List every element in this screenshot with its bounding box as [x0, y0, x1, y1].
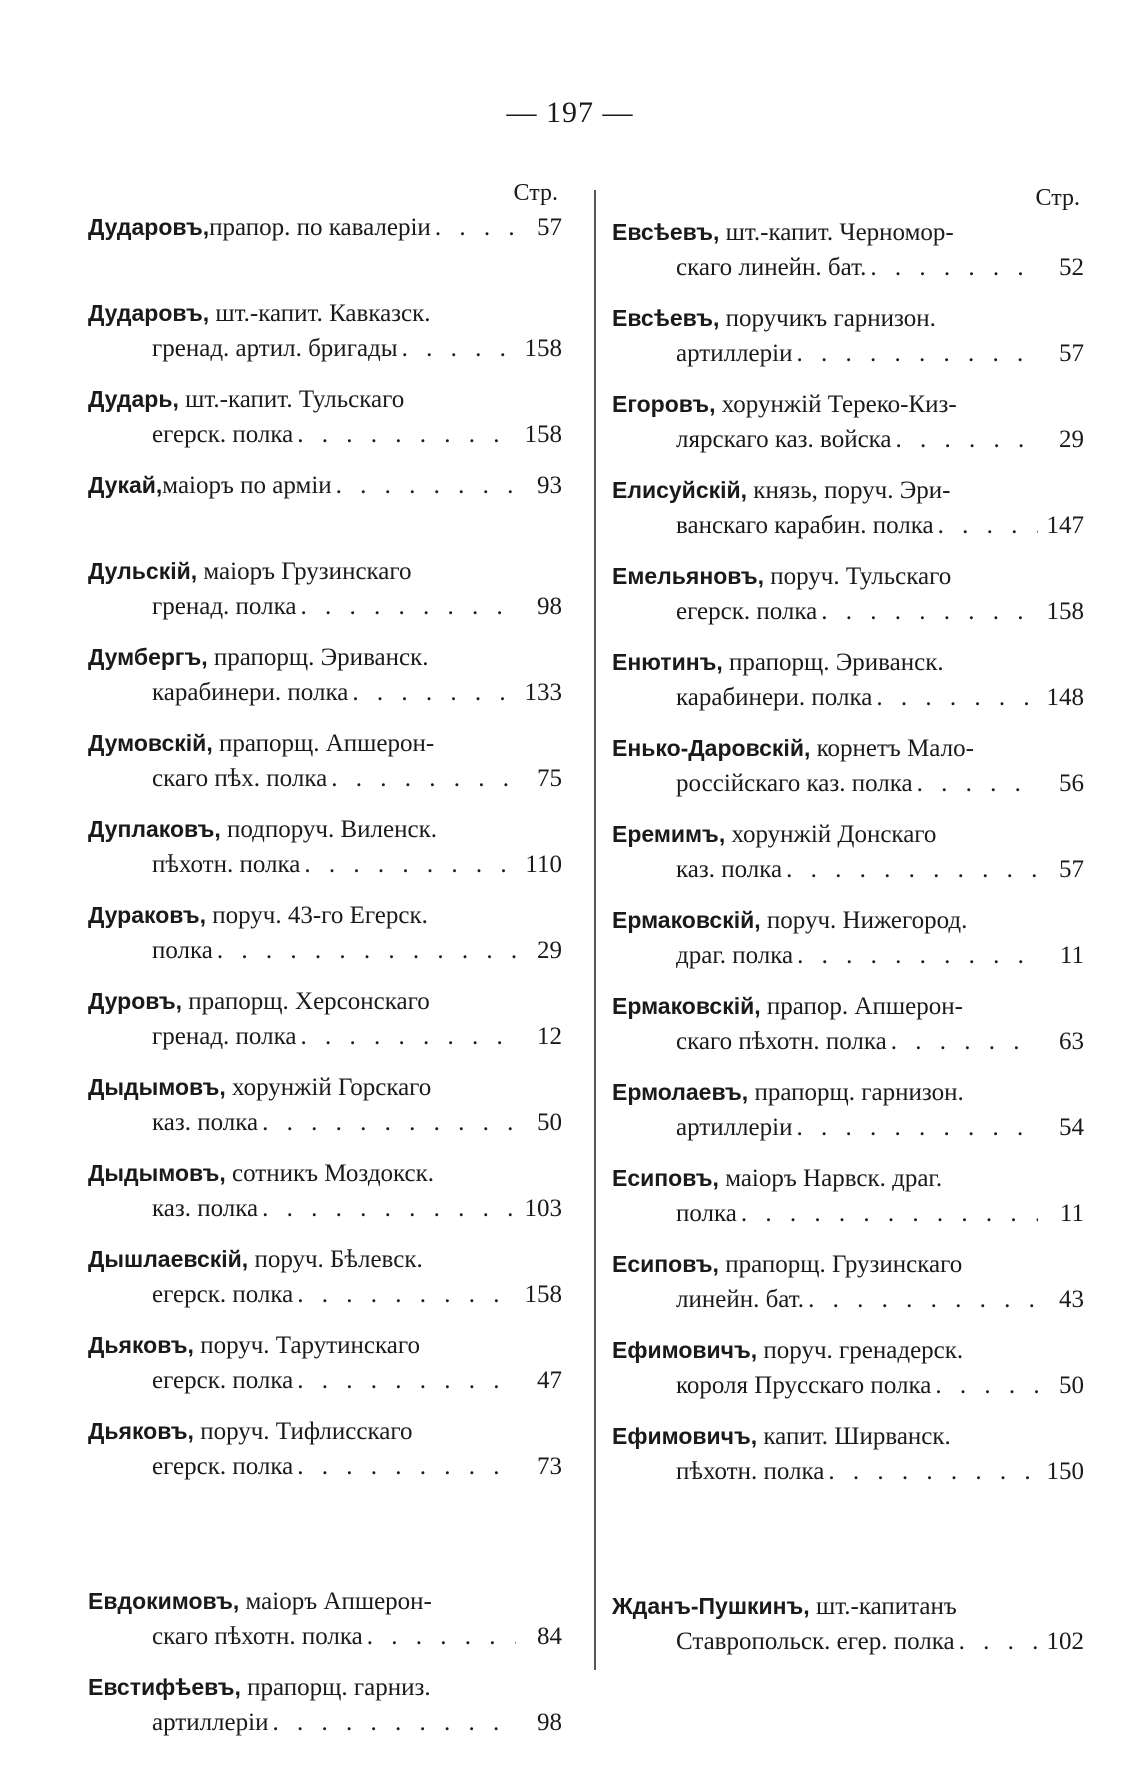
dot-leader [300, 847, 516, 882]
index-entry [88, 210, 562, 296]
entry-surname: Елисуйскій, [612, 477, 748, 503]
index-entry [612, 1161, 1084, 1247]
dot-leader [793, 938, 1038, 973]
index-entry [612, 387, 1084, 473]
entry-surname: Жданъ-Пушкинъ, [612, 1593, 810, 1619]
index-entry [88, 726, 562, 812]
entry-line-2 [88, 1363, 562, 1398]
dot-leader [327, 761, 516, 796]
entry-line-2 [88, 1705, 562, 1740]
entry-page: 110 [525, 851, 562, 878]
entry-line-1 [88, 1242, 562, 1277]
entry-line-2 [612, 766, 1084, 801]
entry-line-2 [88, 1191, 562, 1226]
entry-rank: шт.-капитанъ [809, 1593, 957, 1620]
entry-surname: Ермаковскій, [612, 993, 761, 1019]
entry-unit: егерск. полка [152, 1367, 294, 1394]
entry-line-2 [88, 1277, 562, 1312]
entry-surname: Еремимъ, [612, 821, 726, 847]
entry-rank: хорунжій Донскаго [725, 821, 937, 848]
entry-unit: Ставропольск. егер. полка [676, 1628, 955, 1655]
entry-page: 84 [537, 1623, 562, 1650]
entry-surname: Дукай, [88, 472, 163, 498]
entry-line-1 [88, 1584, 562, 1619]
index-entry [88, 1242, 562, 1328]
entry-page: 47 [537, 1367, 562, 1394]
entry-rank: прапорщ. Эриванск. [207, 644, 429, 671]
entry-rank: прапорщ. гарнизон. [748, 1079, 964, 1106]
entry-surname: Дударовъ, [88, 300, 210, 326]
entry-page: 29 [537, 937, 562, 964]
entry-surname: Дударовъ, [88, 214, 210, 240]
entry-line-1 [612, 903, 1084, 938]
entry-surname: Думбергъ, [88, 644, 208, 670]
entry-surname: Есиповъ, [612, 1165, 719, 1191]
left-column [88, 180, 562, 1756]
dot-leader [872, 680, 1038, 715]
entry-unit: каз. полка [152, 1109, 259, 1136]
entry-surname: Дуплаковъ, [88, 816, 221, 842]
entry-line-2 [612, 336, 1084, 371]
entry-page: 11 [1059, 942, 1084, 969]
entry-page: 148 [1046, 684, 1084, 711]
entry-surname: Дураковъ, [88, 902, 206, 928]
entry-line-2 [88, 761, 562, 796]
dot-leader [293, 1449, 516, 1484]
entry-line-1 [88, 554, 562, 589]
entry-line-1 [612, 1419, 1084, 1454]
index-entry [612, 301, 1084, 387]
entry-line-1 [612, 301, 1084, 336]
entry-rank: корнетъ Мало- [810, 735, 974, 762]
entry-rank: прапор. Апшерон- [760, 993, 963, 1020]
entry-line-1 [88, 1670, 562, 1705]
dot-leader [296, 589, 516, 624]
entry-page: 133 [524, 679, 562, 706]
dot-leader [782, 852, 1038, 887]
entry-unit: егерск. полка [152, 1281, 294, 1308]
entry-line-2 [88, 847, 562, 882]
index-entry [88, 1584, 562, 1670]
index-entry [88, 1328, 562, 1414]
entry-page: 57 [1059, 340, 1084, 367]
entry-line-2 [612, 680, 1084, 715]
entry-unit: карабинери. полка [152, 679, 349, 706]
entry-unit: линейн. бат. [676, 1286, 805, 1313]
entry-rank: поруч. 43-го Егерск. [205, 902, 428, 929]
entry-page: 158 [1046, 598, 1084, 625]
entry-unit: егерск. полка [676, 598, 818, 625]
entry-line-2 [88, 933, 562, 968]
entry-surname: Дуровъ, [88, 988, 182, 1014]
entry-unit: ванскаго карабин. полка [676, 512, 934, 539]
entry-page: 75 [537, 765, 562, 792]
index-entry [88, 1414, 562, 1500]
index-entry [612, 1075, 1084, 1161]
entry-surname: Дыдымовъ, [88, 1074, 226, 1100]
entry-unit: гренад. полка [152, 1023, 297, 1050]
entry-unit: полка [676, 1200, 737, 1227]
column-rule [594, 190, 596, 1670]
entry-rank: прапорщ. Апшерон- [212, 730, 435, 757]
entry-line-1 [88, 1156, 562, 1191]
section-zh-entries [612, 1589, 1084, 1675]
entry-unit: егерск. полка [152, 1453, 294, 1480]
entry-surname: Ефимовичъ, [612, 1337, 758, 1363]
entry-line-2 [612, 422, 1084, 457]
index-entry [612, 989, 1084, 1075]
entry-surname: Евдокимовъ, [88, 1588, 240, 1614]
entry-unit: лярскаго каз. войска [676, 426, 892, 453]
entry-line-1 [88, 382, 562, 417]
entry-line-2 [612, 1196, 1084, 1231]
entry-line-1 [612, 817, 1084, 852]
dot-leader [792, 336, 1038, 371]
entry-surname: Дышлаевскій, [88, 1246, 249, 1272]
entry-rank: хорунжій Горскаго [225, 1074, 432, 1101]
entry-line-1 [88, 898, 562, 933]
entry-line-1 [612, 559, 1084, 594]
dot-leader [363, 1619, 516, 1654]
entry-unit: каз. полка [152, 1195, 259, 1222]
index-entry [612, 1333, 1084, 1419]
section-e-entries [88, 1584, 562, 1756]
entry-line-2 [612, 250, 1084, 285]
entry-surname: Дьяковъ, [88, 1418, 194, 1444]
entry-rank: прапорщ. гарниз. [240, 1674, 431, 1701]
entry-line-2 [88, 1019, 562, 1054]
entry-line-1 [88, 1328, 562, 1363]
entry-page: 103 [524, 1195, 562, 1222]
entry-surname: Дьяковъ, [88, 1332, 194, 1358]
entry-page: 98 [537, 1709, 562, 1736]
entry-rank: поруч. Тульскаго [763, 563, 952, 590]
index-entry [612, 903, 1084, 989]
entry-surname: Егоровъ, [612, 391, 716, 417]
entry-line-2 [88, 675, 562, 710]
right-column [612, 185, 1084, 1675]
index-entry [612, 215, 1084, 301]
dot-leader [332, 468, 516, 503]
entry-line-1 [88, 812, 562, 847]
dot-leader [296, 1019, 516, 1054]
entry-line-1 [612, 989, 1084, 1024]
left-entries [88, 210, 562, 1500]
entry-rank: поруч. Тифлисскаго [193, 1418, 413, 1445]
entry-surname: Евсѣевъ, [612, 219, 720, 245]
dot-leader [955, 1624, 1038, 1659]
entry-rank: прапор. по кавалеріи [209, 214, 431, 241]
dot-leader [824, 1454, 1038, 1489]
entry-unit: скаго линейн. бат. [676, 254, 867, 281]
dot-leader [934, 508, 1038, 543]
entry-rank: маіоръ Апшерон- [239, 1588, 432, 1615]
entry-surname: Дыдымовъ, [88, 1160, 226, 1186]
entry-surname: Емельяновъ, [612, 563, 764, 589]
entry-rank: сотникъ Моздокск. [225, 1160, 435, 1187]
dot-leader [913, 766, 1038, 801]
index-entry [612, 817, 1084, 903]
index-entry [88, 468, 562, 554]
entry-unit: гренад. артил. бригады [152, 335, 398, 362]
entry-line-1 [88, 468, 562, 503]
entry-rank: поручикъ гарнизон. [719, 305, 936, 332]
entry-surname: Ефимовичъ, [612, 1423, 758, 1449]
index-entry [612, 1419, 1084, 1505]
dot-leader [293, 417, 516, 452]
entry-page: 150 [1046, 1458, 1084, 1485]
index-entry [88, 382, 562, 468]
entry-rank: прапорщ. Грузинскаго [718, 1251, 963, 1278]
index-entry [88, 898, 562, 984]
entry-page: 29 [1059, 426, 1084, 453]
entry-line-1 [88, 1070, 562, 1105]
entry-page: 93 [537, 472, 562, 499]
entry-surname: Есиповъ, [612, 1251, 719, 1277]
entry-surname: Думовскій, [88, 730, 213, 756]
entry-rank: поруч. гренадерск. [757, 1337, 964, 1364]
entry-line-2 [88, 1105, 562, 1140]
entry-line-1 [612, 473, 1084, 508]
entry-line-1 [88, 984, 562, 1019]
entry-line-1 [88, 1414, 562, 1449]
index-entry [88, 1670, 562, 1756]
entry-line-1 [88, 296, 562, 331]
dot-leader [293, 1363, 516, 1398]
entry-page: 52 [1059, 254, 1084, 281]
entry-rank: подпоруч. Виленск. [220, 816, 437, 843]
dot-leader [887, 1024, 1038, 1059]
dot-leader [348, 675, 516, 710]
entry-rank: поруч. Бѣлевск. [248, 1246, 423, 1273]
entry-surname: Евстифѣевъ, [88, 1674, 241, 1700]
dot-leader [892, 422, 1038, 457]
entry-surname: Ермолаевъ, [612, 1079, 749, 1105]
entry-page: 50 [537, 1109, 562, 1136]
entry-line-1 [612, 1589, 1084, 1624]
entry-page: 63 [1059, 1028, 1084, 1055]
entry-unit: пѣхотн. полка [676, 1458, 825, 1485]
entry-rank: шт.-капит. Тульскаго [178, 386, 405, 413]
dot-leader [293, 1277, 516, 1312]
entry-rank: хорунжій Тереко-Киз- [715, 391, 957, 418]
entry-line-2 [612, 594, 1084, 629]
entry-page: 158 [524, 1281, 562, 1308]
dot-leader [213, 933, 516, 968]
entry-page: 158 [524, 335, 562, 362]
entry-unit: скаго пѣхотн. полка [152, 1623, 363, 1650]
entry-page: 43 [1059, 1286, 1084, 1313]
index-entry [612, 645, 1084, 731]
entry-unit: гренад. полка [152, 593, 297, 620]
entry-line-2 [612, 1282, 1084, 1317]
entry-line-2 [88, 589, 562, 624]
entry-unit: скаго пѣх. полка [152, 765, 328, 792]
index-entry [612, 1589, 1084, 1675]
entry-line-1 [612, 731, 1084, 766]
index-entry [612, 559, 1084, 645]
entry-surname: Евсѣевъ, [612, 305, 720, 331]
index-entry [88, 984, 562, 1070]
entry-unit: артиллеріи [676, 1114, 793, 1141]
entry-rank: маіоръ Нарвск. драг. [718, 1165, 943, 1192]
entry-rank: поруч. Нижегород. [760, 907, 968, 934]
entry-surname: Дударь, [88, 386, 179, 412]
entry-rank: прапорщ. Херсонскаго [181, 988, 430, 1015]
entry-unit: карабинери. полка [676, 684, 873, 711]
entry-unit: пѣхотн. полка [152, 851, 301, 878]
entry-rank: маіоръ Грузинскаго [197, 558, 412, 585]
entry-line-2 [612, 938, 1084, 973]
entry-rank: князь, поруч. Эри- [747, 477, 951, 504]
entry-unit: драг. полка [676, 942, 794, 969]
index-entry [612, 731, 1084, 817]
entry-line-1 [612, 1075, 1084, 1110]
entry-surname: Енютинъ, [612, 649, 723, 675]
index-entry [612, 473, 1084, 559]
entry-rank: шт.-капит. Кавказск. [209, 300, 431, 327]
entry-line-2 [612, 1368, 1084, 1403]
entry-line-2 [612, 852, 1084, 887]
entry-surname: Ермаковскій, [612, 907, 761, 933]
right-entries [612, 215, 1084, 1505]
entry-rank: капит. Ширванск. [757, 1423, 951, 1450]
entry-unit: каз. полка [676, 856, 783, 883]
entry-surname: Енько-Даровскій, [612, 735, 811, 761]
dot-leader [258, 1105, 516, 1140]
entry-page: 12 [537, 1023, 562, 1050]
dot-leader [804, 1282, 1038, 1317]
entry-rank: поруч. Тарутинскаго [193, 1332, 420, 1359]
entry-line-1 [612, 645, 1084, 680]
dot-leader [866, 250, 1038, 285]
entry-page: 54 [1059, 1114, 1084, 1141]
dot-leader [931, 1368, 1038, 1403]
index-entry [612, 1247, 1084, 1333]
entry-unit: артиллеріи [152, 1709, 269, 1736]
entry-page: 11 [1059, 1200, 1084, 1227]
entry-page: 50 [1059, 1372, 1084, 1399]
index-entry [88, 1156, 562, 1242]
entry-page: 73 [537, 1453, 562, 1480]
entry-page: 147 [1046, 512, 1084, 539]
entry-unit: скаго пѣхотн. полка [676, 1028, 887, 1055]
entry-rank: шт.-капит. Черномор- [719, 219, 954, 246]
entry-page: 98 [537, 593, 562, 620]
entry-page: 56 [1059, 770, 1084, 797]
entry-line-2 [612, 1110, 1084, 1145]
entry-surname: Дульскій, [88, 558, 198, 584]
index-entry [88, 812, 562, 898]
index-entry [88, 1070, 562, 1156]
dot-leader [817, 594, 1038, 629]
page-number: — 197 — [506, 96, 634, 129]
index-entry [88, 296, 562, 382]
entry-page: 158 [524, 421, 562, 448]
dot-leader [431, 210, 516, 245]
entry-line-2 [612, 1454, 1084, 1489]
entry-rank: прапорщ. Эриванск. [722, 649, 944, 676]
entry-page: 57 [1059, 856, 1084, 883]
entry-page: 102 [1046, 1628, 1084, 1655]
entry-unit: короля Прусскаго полка [676, 1372, 932, 1399]
entry-line-1 [88, 210, 562, 245]
entry-line-2 [612, 1624, 1084, 1659]
page-ref-label: Стр. [513, 180, 558, 206]
dot-leader [258, 1191, 516, 1226]
entry-line-2 [88, 1619, 562, 1654]
section-gap [88, 1500, 562, 1584]
entry-unit: полка [152, 937, 213, 964]
entry-page: 57 [537, 214, 562, 241]
dot-leader [268, 1705, 516, 1740]
index-entry [88, 640, 562, 726]
index-entry [88, 554, 562, 640]
entry-unit: егерск. полка [152, 421, 294, 448]
entry-line-1 [612, 387, 1084, 422]
section-gap [612, 1505, 1084, 1589]
entry-line-1 [88, 726, 562, 761]
page-ref-label: Стр. [1035, 185, 1080, 211]
entry-line-2 [88, 331, 562, 366]
entry-line-2 [612, 1024, 1084, 1059]
entry-line-2 [88, 417, 562, 452]
dot-leader [398, 331, 516, 366]
entry-line-1 [612, 1333, 1084, 1368]
entry-line-1 [612, 1161, 1084, 1196]
entry-unit: артиллеріи [676, 340, 793, 367]
entry-line-1 [612, 215, 1084, 250]
dot-leader [737, 1196, 1038, 1231]
entry-rank: маіоръ по арміи [162, 472, 332, 499]
entry-line-1 [88, 640, 562, 675]
dot-leader [792, 1110, 1038, 1145]
entry-unit: россійскаго каз. полка [676, 770, 913, 797]
entry-line-2 [88, 1449, 562, 1484]
entry-line-2 [612, 508, 1084, 543]
entry-line-1 [612, 1247, 1084, 1282]
